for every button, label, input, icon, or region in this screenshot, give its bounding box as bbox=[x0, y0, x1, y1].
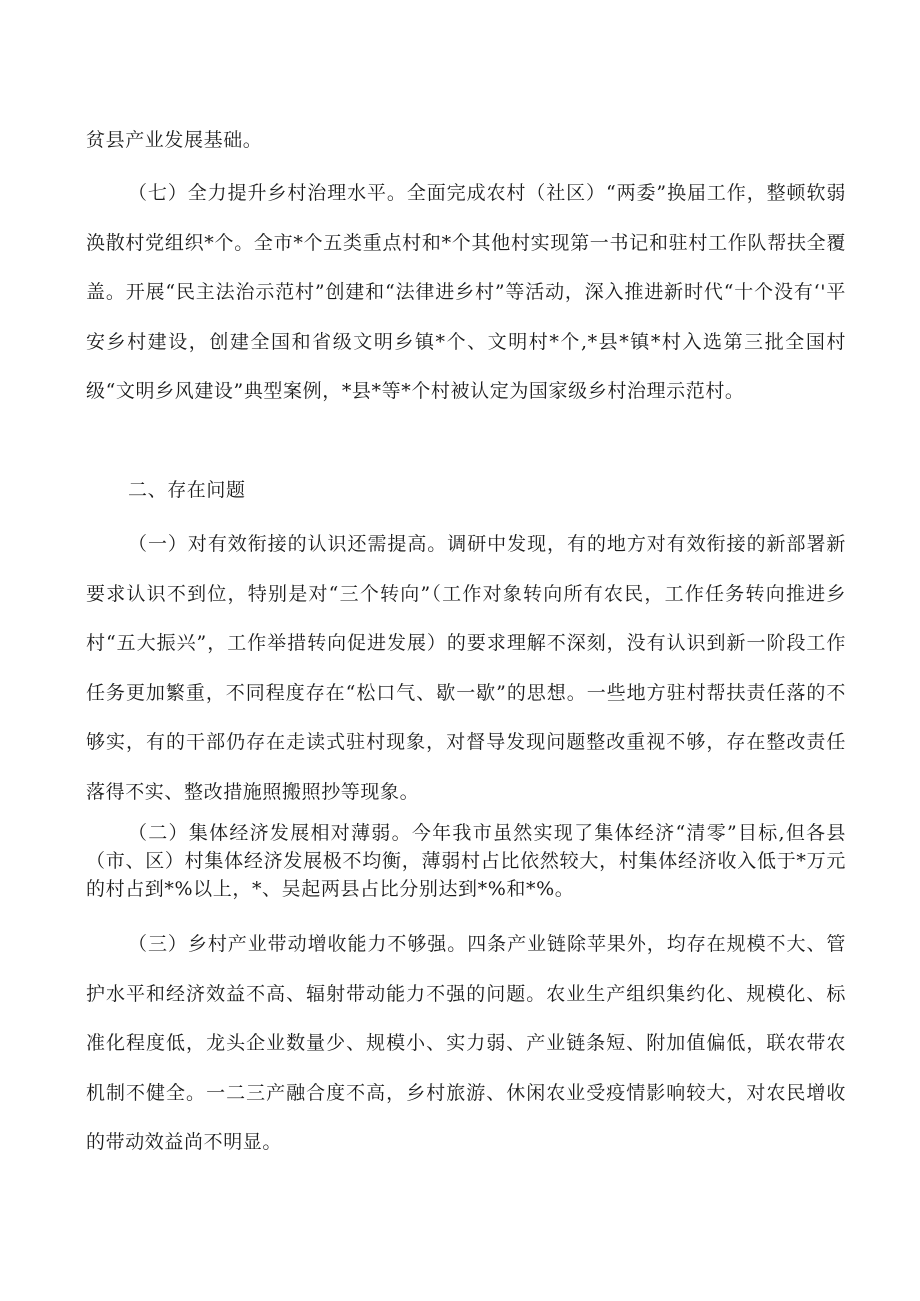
section-heading-problems: 二、存在问题 bbox=[128, 479, 246, 501]
paragraph-continuation: 贫县产业发展基础。 bbox=[86, 129, 263, 151]
paragraph-problem-awareness: （一）对有效衔接的认识还需提高。调研中发现，有的地方对有效衔接的新部署新要求认识不到位，特别是对“三个转向”（工作对象转向所有农民，工作任务转向推进乡村“五大振兴”，工作举措转向促进发展）的要求理解不深刻，没有认识到新一阶段工作任务更加繁重，不同程度存在“松口气、歇一歇”的思想。一些地方驻村帮扶责任落的不够实，有的干部仍存在走读式驻村现象，对督导发现问题整改重视不够，存在整改责任落得不实、整改措施照搬照抄等现象。 bbox=[86, 533, 846, 803]
paragraph-rural-governance: （七）全力提升乡村治理水平。全面完成农村（社区）“两委”换届工作，整顿软弱涣散村党组织*个。全市*个五类重点村和*个其他村实现第一书记和驻村工作队帮扶全覆盖。开展“民主法治示范村”创建和“法律进乡村”等活动，深入推进新时代“十个没有‘'平安乡村建设，创建全国和省级文明乡镇*个、文明村*个,*县*镇*村入选第三批全国村级“文明乡风建设”典型案例，*县*等*个村被认定为国家级乡村治理示范村。 bbox=[86, 182, 846, 402]
paragraph-problem-industry: （三）乡村产业带动增收能力不够强。四条产业链除苹果外，均存在规模不大、管护水平和经济效益不高、辐射带动能力不强的问题。农业生产组织集约化、规模化、标准化程度低，龙头企业数量少、规模小、实力弱、产业链条短、附加值偏低，联农带农机制不健全。一二三产融合度不高，乡村旅游、休闲农业受疫情影响较大，对农民增收的带动效益尚不明显。 bbox=[86, 933, 846, 1153]
paragraph-problem-collective-economy: （二）集体经济发展相对薄弱。今年我市虽然实现了集体经济“清零”目标,但各县（市、区）村集体经济发展极不均衡，薄弱村占比依然较大，村集体经济收入低于*万元的村占到*%以上，*、吴起两县占比分别达到*%和*%。 bbox=[86, 822, 846, 900]
